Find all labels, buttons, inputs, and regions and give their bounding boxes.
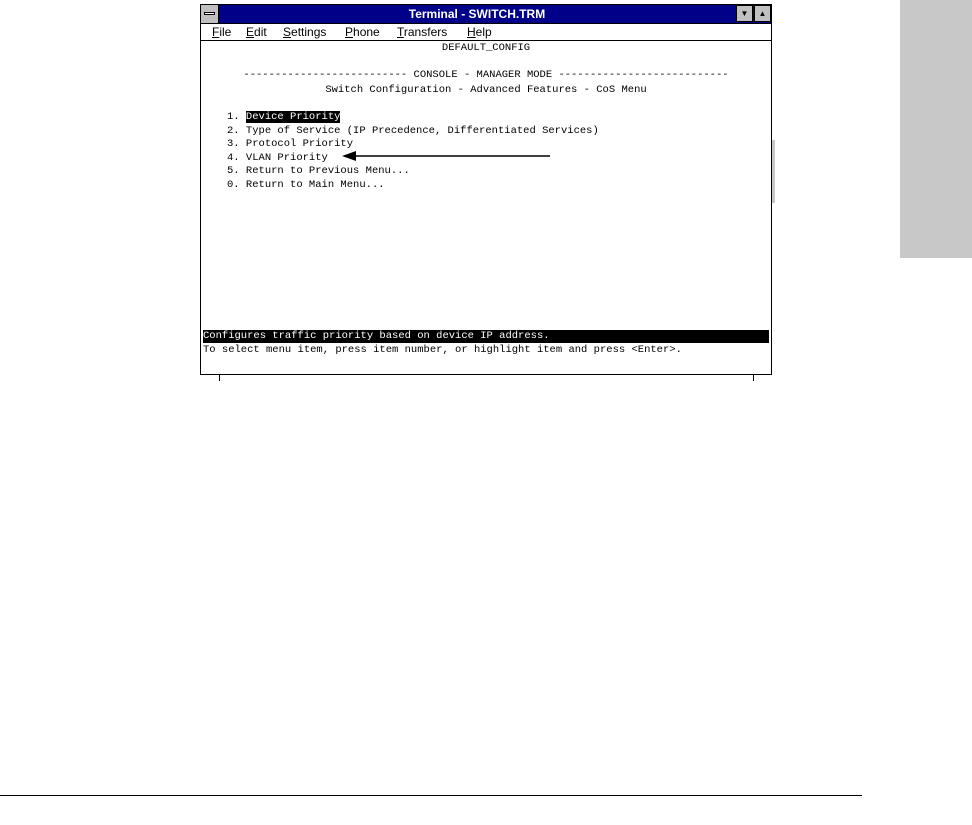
scroll-tick-left xyxy=(219,375,220,381)
menu-settings[interactable]: Settings xyxy=(283,25,327,39)
terminal-window xyxy=(200,4,772,375)
maximize-icon: ▲ xyxy=(758,8,767,18)
menu-transfers[interactable]: Transfers xyxy=(397,25,448,39)
status-line: Configures traffic priority based on device IP address. xyxy=(203,330,769,343)
system-menu-icon xyxy=(204,12,215,15)
menu-option-device-priority[interactable]: 1. Device Priority xyxy=(227,111,341,123)
menu-option-return-main[interactable]: 0. Return to Main Menu... xyxy=(227,179,385,191)
help-line: To select menu item, press item number, or highlight item and press <Enter>. xyxy=(203,344,682,356)
system-menu-button[interactable] xyxy=(201,5,219,23)
callout-arrow-head xyxy=(342,151,356,161)
side-tab xyxy=(900,0,972,258)
menu-help[interactable]: Help xyxy=(467,25,492,39)
terminal-screen[interactable] xyxy=(201,41,771,374)
window-title: Terminal - SWITCH.TRM xyxy=(408,7,546,21)
menu-option-vlan-priority[interactable]: 4. VLAN Priority xyxy=(227,152,328,164)
menu-option-return-previous[interactable]: 5. Return to Previous Menu... xyxy=(227,165,410,177)
mode-line: -------------------------- CONSOLE - MANAGER MODE --------------------------- xyxy=(243,69,729,81)
scroll-tick-right xyxy=(753,375,754,381)
page-bottom-rule xyxy=(0,795,862,796)
minimize-button[interactable] xyxy=(736,5,753,22)
selected-option-highlight: Device Priority xyxy=(245,111,341,123)
title-bar[interactable] xyxy=(201,5,771,24)
callout-arrow xyxy=(340,148,552,164)
menu-option-type-of-service[interactable]: 2. Type of Service (IP Precedence, Differentiated Services) xyxy=(227,125,599,137)
maximize-button[interactable] xyxy=(754,5,771,22)
menu-option-protocol-priority[interactable]: 3. Protocol Priority xyxy=(227,138,354,150)
menu-file[interactable]: File xyxy=(212,25,232,39)
menu-title: Switch Configuration - Advanced Features - CoS Menu xyxy=(325,84,647,96)
menu-edit[interactable]: Edit xyxy=(246,25,267,39)
menu-bar xyxy=(201,24,771,41)
minimize-icon: ▼ xyxy=(740,8,749,18)
menu-phone[interactable]: Phone xyxy=(345,25,380,39)
config-name: DEFAULT_CONFIG xyxy=(441,42,531,54)
